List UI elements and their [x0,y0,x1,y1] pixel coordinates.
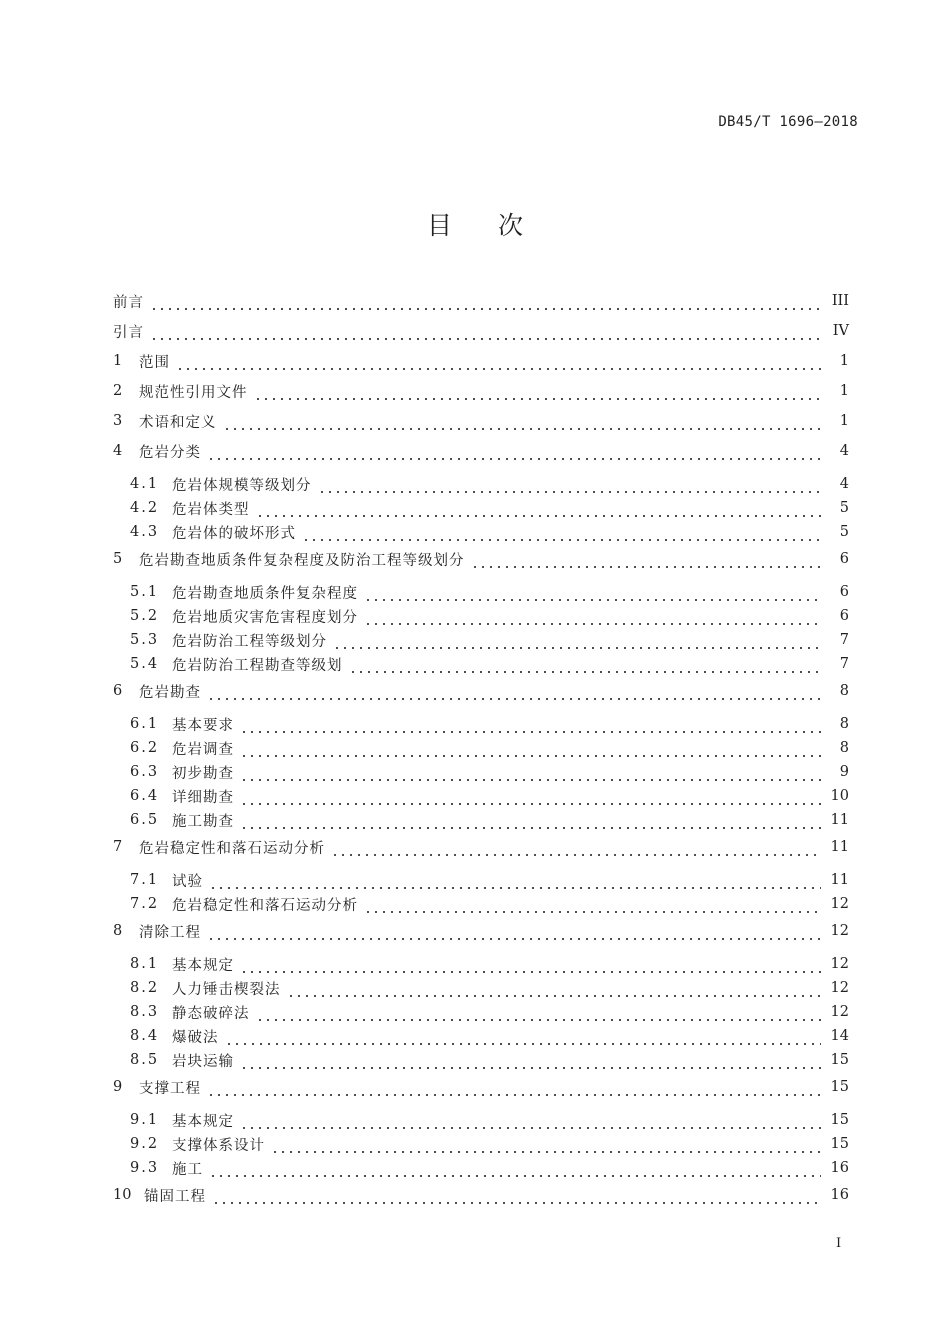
toc-entry-title: 试验 [172,873,203,890]
toc-entry-title: 危岩地质灾害危害程度划分 [172,609,358,626]
toc-entry-title: 危岩防治工程勘查等级划 [172,657,343,674]
toc-entry-title: 规范性引用文件 [139,384,248,401]
toc-entry[interactable] [113,1072,849,1102]
dot-leader [333,636,821,650]
toc-entry[interactable] [113,496,849,520]
toc-entry-page: 12 [830,1004,849,1020]
toc-entry[interactable] [113,652,849,676]
toc-entry-title: 人力锤击楔裂法 [172,981,281,998]
dot-leader [207,1083,821,1097]
toc-entry-page: 15 [830,1136,849,1152]
toc-entry-page: 7 [839,632,849,648]
toc-entry-page: 16 [830,1160,849,1176]
toc-entry-page: 15 [830,1052,849,1068]
dot-leader [240,816,821,830]
toc-entry[interactable] [113,784,849,808]
toc-entry-title: 引言 [113,324,144,341]
toc-entry[interactable] [113,892,849,916]
toc-entry-number: 8.1 [130,956,160,972]
toc-entry-title: 术语和定义 [139,414,217,431]
toc-entry-title: 危岩体规模等级划分 [172,477,312,494]
toc-entry-page: 7 [839,656,849,672]
toc-entry-title: 危岩体的破坏形式 [172,525,296,542]
toc-entry-title: 岩块运输 [172,1053,234,1070]
toc-entry-page: 11 [830,812,849,828]
toc-entry-number: 8.3 [130,1004,160,1020]
dot-leader [364,612,821,626]
toc-entry-title: 基本要求 [172,717,234,734]
toc-entry-number: 6.1 [130,716,160,732]
toc-entry-title: 危岩勘查地质条件复杂程度及防治工程等级划分 [139,552,465,569]
toc-entry-number: 7.1 [130,872,160,888]
dot-leader [364,900,821,914]
toc-entry[interactable] [113,406,849,436]
toc-entry-page: 1 [839,383,849,399]
toc-entry-number: 4 [113,443,123,459]
toc-entry[interactable] [113,1024,849,1048]
dot-leader [364,588,821,602]
toc-entry[interactable] [113,472,849,496]
toc-entry-page: 10 [830,788,849,804]
toc-entry[interactable] [113,976,849,1000]
dot-leader [240,792,821,806]
toc-entry-page: 12 [830,923,849,939]
dot-leader [223,417,822,431]
toc-entry[interactable] [113,916,849,946]
toc-entry[interactable] [113,1000,849,1024]
toc-entry-number: 9 [113,1079,123,1095]
toc-entry-number: 2 [113,383,123,399]
toc-entry[interactable] [113,580,849,604]
toc-entry[interactable] [113,676,849,706]
dot-leader [256,504,822,518]
toc-entry-title: 危岩勘查 [139,684,201,701]
toc-entry-number: 5.4 [130,656,160,672]
toc-entry-title: 施工勘查 [172,813,234,830]
toc-entry-number: 5.3 [130,632,160,648]
toc-entry-title: 支撑体系设计 [172,1137,265,1154]
toc-entry-number: 9.2 [130,1136,160,1152]
document-code: DB45/T 1696—2018 [718,114,858,130]
dot-leader [225,1032,822,1046]
toc-entry-title: 危岩稳定性和落石运动分析 [172,897,358,914]
toc-entry-title: 静态破碎法 [172,1005,250,1022]
dot-leader [209,876,821,890]
toc-entry[interactable] [113,712,849,736]
toc-entry-title: 范围 [139,354,170,371]
toc-entry-number: 6.5 [130,812,160,828]
toc-entry-title: 危岩稳定性和落石运动分析 [139,840,325,857]
toc-entry-number: 4.3 [130,524,160,540]
toc-entry-page: 6 [839,551,849,567]
toc-entry-page: III [831,293,849,309]
toc-entry-number: 3 [113,413,123,429]
dot-leader [287,984,822,998]
toc-entry-title: 危岩防治工程等级划分 [172,633,327,650]
toc-entry-title: 施工 [172,1161,203,1178]
toc-entry[interactable] [113,1108,849,1132]
toc-entry[interactable] [113,316,849,346]
toc-entry-number: 5.2 [130,608,160,624]
toc-entry[interactable] [113,544,849,574]
dot-leader [207,447,821,461]
dot-leader [150,327,821,341]
dot-leader [302,528,821,542]
dot-leader [240,720,821,734]
toc-entry-number: 5.1 [130,584,160,600]
toc-entry-number: 6.3 [130,764,160,780]
toc-entry[interactable] [113,628,849,652]
toc-entry[interactable] [113,1048,849,1072]
toc-entry[interactable] [113,832,849,862]
dot-leader [240,1116,821,1130]
toc-entry[interactable] [113,952,849,976]
toc-entry-page: 8 [839,716,849,732]
dot-leader [240,744,821,758]
toc-entry-page: 12 [830,896,849,912]
toc-entry-title: 危岩调查 [172,741,234,758]
toc-entry-page: 15 [830,1079,849,1095]
toc-entry[interactable] [113,868,849,892]
toc-entry-page: 9 [839,764,849,780]
toc-entry-number: 8.4 [130,1028,160,1044]
toc-entry-page: 5 [839,524,849,540]
toc-entry[interactable] [113,436,849,466]
toc-entry-number: 9.1 [130,1112,160,1128]
toc-entry-page: 12 [830,956,849,972]
toc-entry[interactable] [113,808,849,832]
toc-entry-title: 危岩分类 [139,444,201,461]
toc-entry[interactable] [113,1156,849,1180]
toc-entry[interactable] [113,346,849,376]
toc-entry-number: 6.2 [130,740,160,756]
toc-entry-page: 5 [839,500,849,516]
toc-entry-page: 8 [839,740,849,756]
toc-entry[interactable] [113,1132,849,1156]
toc-entry-number: 5 [113,551,123,567]
dot-leader [318,480,822,494]
dot-leader [240,768,821,782]
toc-entry-title: 危岩体类型 [172,501,250,518]
toc-entry-page: 11 [830,839,849,855]
toc-entry-number: 6 [113,683,123,699]
toc-entry-number: 4.2 [130,500,160,516]
toc-entry[interactable] [113,1180,849,1210]
dot-leader [212,1191,821,1205]
toc-entry[interactable] [113,604,849,628]
toc-entry-title: 初步勘查 [172,765,234,782]
toc-entry-number: 10 [113,1187,132,1203]
dot-leader [471,555,822,569]
toc-entry[interactable] [113,736,849,760]
toc-entry-page: 16 [830,1187,849,1203]
toc-entry-page: 6 [839,608,849,624]
toc-entry-page: 14 [830,1028,849,1044]
toc-entry-number: 4.1 [130,476,160,492]
toc-entry-title: 基本规定 [172,957,234,974]
toc-entry-title: 详细勘查 [172,789,234,806]
dot-leader [271,1140,821,1154]
dot-leader [209,1164,821,1178]
toc-entry-title: 危岩勘查地质条件复杂程度 [172,585,358,602]
toc-entry-title: 基本规定 [172,1113,234,1130]
toc-entry-page: 6 [839,584,849,600]
toc-entry-page: 1 [839,353,849,369]
toc-entry-page: 11 [830,872,849,888]
toc-entry-title: 爆破法 [172,1029,219,1046]
toc-entry[interactable] [113,376,849,406]
toc-entry-number: 8.5 [130,1052,160,1068]
dot-leader [331,843,821,857]
toc-entry-number: 8 [113,923,123,939]
toc-entry[interactable] [113,286,849,316]
dot-leader [176,357,821,371]
toc-entry-number: 7.2 [130,896,160,912]
dot-leader [207,927,821,941]
dot-leader [349,660,822,674]
toc-entry-number: 9.3 [130,1160,160,1176]
toc-entry-page: 4 [839,476,849,492]
toc-entry-title: 前言 [113,294,144,311]
toc-entry-page: 1 [839,413,849,429]
dot-leader [240,1056,821,1070]
toc-entry-number: 8.2 [130,980,160,996]
toc-entry[interactable] [113,520,849,544]
page-title: 目次 [426,211,569,240]
dot-leader [254,387,822,401]
table-of-contents [113,286,849,1210]
toc-entry[interactable] [113,760,849,784]
toc-entry-title: 锚固工程 [144,1188,206,1205]
dot-leader [240,960,821,974]
page-number: I [836,1236,842,1251]
toc-entry-number: 6.4 [130,788,160,804]
toc-entry-page: 12 [830,980,849,996]
dot-leader [207,687,821,701]
toc-entry-page: IV [832,323,849,339]
toc-entry-number: 1 [113,353,123,369]
toc-entry-page: 15 [830,1112,849,1128]
toc-entry-number: 7 [113,839,123,855]
dot-leader [256,1008,822,1022]
toc-entry-page: 4 [839,443,849,459]
dot-leader [150,297,821,311]
toc-entry-title: 支撑工程 [139,1080,201,1097]
toc-entry-title: 清除工程 [139,924,201,941]
toc-entry-page: 8 [839,683,849,699]
